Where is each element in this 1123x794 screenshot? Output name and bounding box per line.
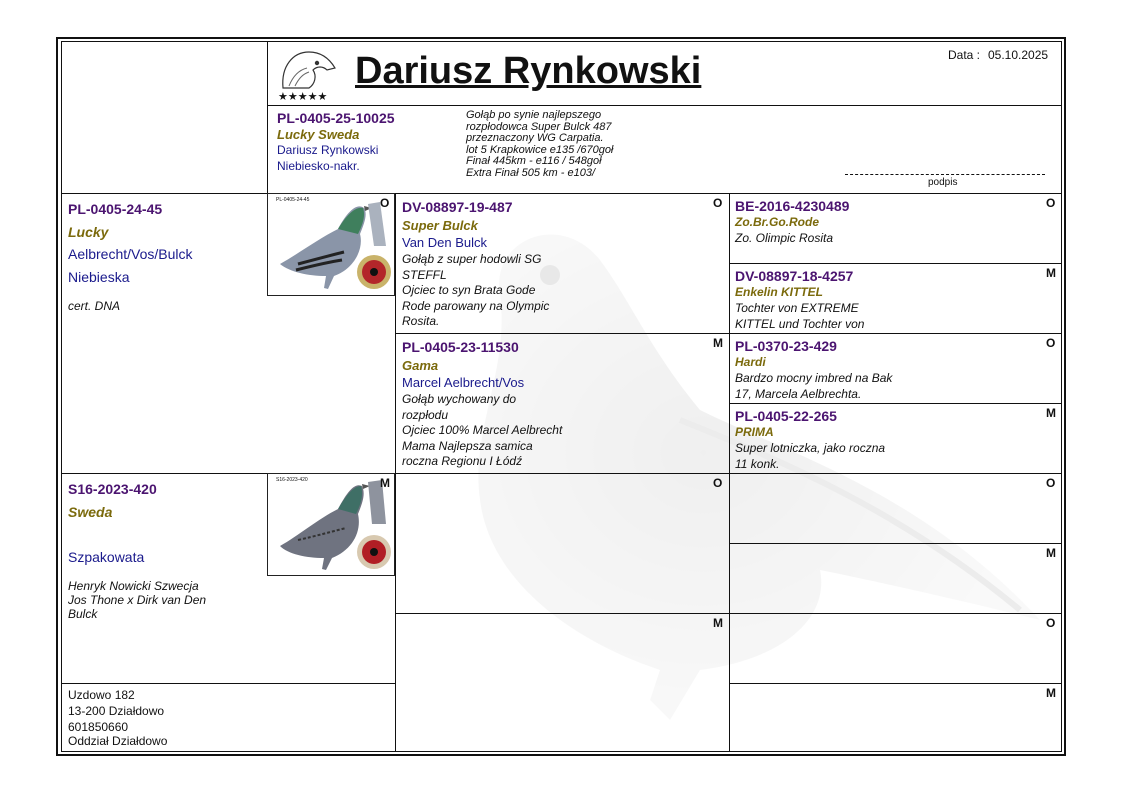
mmm-sex: M bbox=[1046, 686, 1056, 700]
main-name: Lucky Sweda bbox=[277, 127, 360, 142]
fm-sex: M bbox=[713, 336, 723, 350]
main-color: Niebiesko-nakr. bbox=[277, 159, 360, 173]
half-rule bbox=[61, 473, 1062, 474]
date-label: Data : bbox=[948, 48, 981, 62]
mother-notes: Henryk Nowicki Szwecja Jos Thone x Dirk van Den Bulck bbox=[68, 579, 207, 621]
fm-name: Gama bbox=[402, 358, 439, 373]
ffm-ring: DV-08897-18-4257 bbox=[735, 268, 854, 284]
father-sex: O bbox=[380, 196, 390, 210]
fmm-sex: M bbox=[1046, 406, 1056, 420]
fm-ring: PL-0405-23-11530 bbox=[402, 339, 519, 355]
fmm-name: PRIMA bbox=[735, 425, 774, 439]
fm-breeder: Marcel Aelbrecht/Vos bbox=[402, 375, 525, 390]
signature-line bbox=[845, 174, 1045, 175]
ff-name: Super Bulck bbox=[402, 218, 478, 233]
header-divider bbox=[267, 41, 268, 193]
fff-sex: O bbox=[1046, 196, 1056, 210]
signature-label: podpis bbox=[928, 177, 958, 188]
fmf-ring: PL-0370-23-429 bbox=[735, 338, 837, 354]
mm-sex: M bbox=[713, 616, 723, 630]
mother-ring: S16-2023-420 bbox=[68, 481, 157, 497]
fmf-name: Hardi bbox=[735, 355, 766, 369]
ffm-name: Enkelin KITTEL bbox=[735, 285, 824, 299]
fff-note: Zo. Olimpic Rosita bbox=[735, 231, 834, 245]
ff-breeder: Van Den Bulck bbox=[402, 235, 488, 250]
mother-name: Sweda bbox=[68, 504, 113, 520]
gen3-rule-1 bbox=[729, 263, 1062, 264]
header-rule bbox=[267, 105, 1062, 106]
mother-color: Szpakowata bbox=[68, 549, 145, 565]
gen3-rule-4 bbox=[729, 683, 1062, 684]
gen2-rule-1 bbox=[395, 333, 1062, 334]
ff-ring: DV-08897-19-487 bbox=[402, 199, 513, 215]
father-name: Lucky bbox=[68, 224, 109, 240]
address-street: Uzdowo 182 bbox=[68, 688, 135, 702]
ffm-notes: Tochter von EXTREME KITTEL und Tochter von bbox=[735, 301, 865, 331]
owner-title: Dariusz Rynkowski bbox=[355, 50, 702, 92]
mfm-sex: M bbox=[1046, 546, 1056, 560]
address-phone: 601850660 bbox=[68, 720, 129, 734]
fmf-sex: O bbox=[1046, 336, 1056, 350]
father-photo: PL-0405-24-45 bbox=[267, 193, 395, 296]
pedigree-top-rule bbox=[61, 193, 1062, 194]
gen3-rule-2 bbox=[729, 403, 1062, 404]
address-branch: Oddział Działdowo bbox=[68, 734, 168, 748]
fmm-ring: PL-0405-22-265 bbox=[735, 408, 837, 424]
mf-sex: O bbox=[713, 476, 723, 490]
ff-sex: O bbox=[713, 196, 723, 210]
gen2-rule-2 bbox=[395, 613, 1062, 614]
fff-name: Zo.Br.Go.Rode bbox=[735, 215, 819, 229]
ff-notes: Gołąb z super hodowli SG STEFFL Ojciec to syn Brata Gode Rode parowany na Olympic Rosita. bbox=[402, 252, 550, 328]
father-note: cert. DNA bbox=[68, 299, 121, 313]
main-breeder: Dariusz Rynkowski bbox=[277, 143, 379, 157]
mmf-sex: O bbox=[1046, 616, 1056, 630]
mff-sex: O bbox=[1046, 476, 1056, 490]
date-value: 05.10.2025 bbox=[988, 48, 1049, 62]
main-ring: PL-0405-25-10025 bbox=[277, 110, 395, 126]
fff-ring: BE-2016-4230489 bbox=[735, 198, 850, 214]
mother-photo: S16-2023-420 bbox=[267, 473, 395, 576]
father-breeder: Aelbrecht/Vos/Bulck bbox=[68, 246, 193, 262]
address-block bbox=[68, 687, 167, 747]
address-city: 13-200 Działdowo bbox=[68, 704, 165, 718]
ffm-sex: M bbox=[1046, 266, 1056, 280]
father-color: Niebieska bbox=[68, 269, 130, 285]
fmm-notes: Super lotniczka, jako roczna 11 konk. bbox=[735, 441, 886, 471]
gen3-rule-3 bbox=[729, 543, 1062, 544]
father-ring: PL-0405-24-45 bbox=[68, 201, 163, 217]
fm-notes: Gołąb wychowany do rozpłodu Ojciec 100% Marcel Aelbrecht Mama Najlepsza samica roczna Regionu I Łódź bbox=[402, 392, 563, 468]
address-rule bbox=[61, 683, 395, 684]
rating-stars: ★★★★★ bbox=[278, 91, 328, 103]
mother-sex: M bbox=[380, 476, 390, 490]
main-notes: Gołąb po synie najlepszego rozpłodowca Super Bulck 487 przeznaczony WG Carpatia. lot 5 Krapkowice e135 /670goł Finał 445km - e116 / 548goł Extra Finał 505 km - e103/ bbox=[466, 109, 614, 179]
fmf-notes: Bardzo mocny imbred na Bak 17, Marcela Aelbrechta. bbox=[735, 371, 893, 401]
